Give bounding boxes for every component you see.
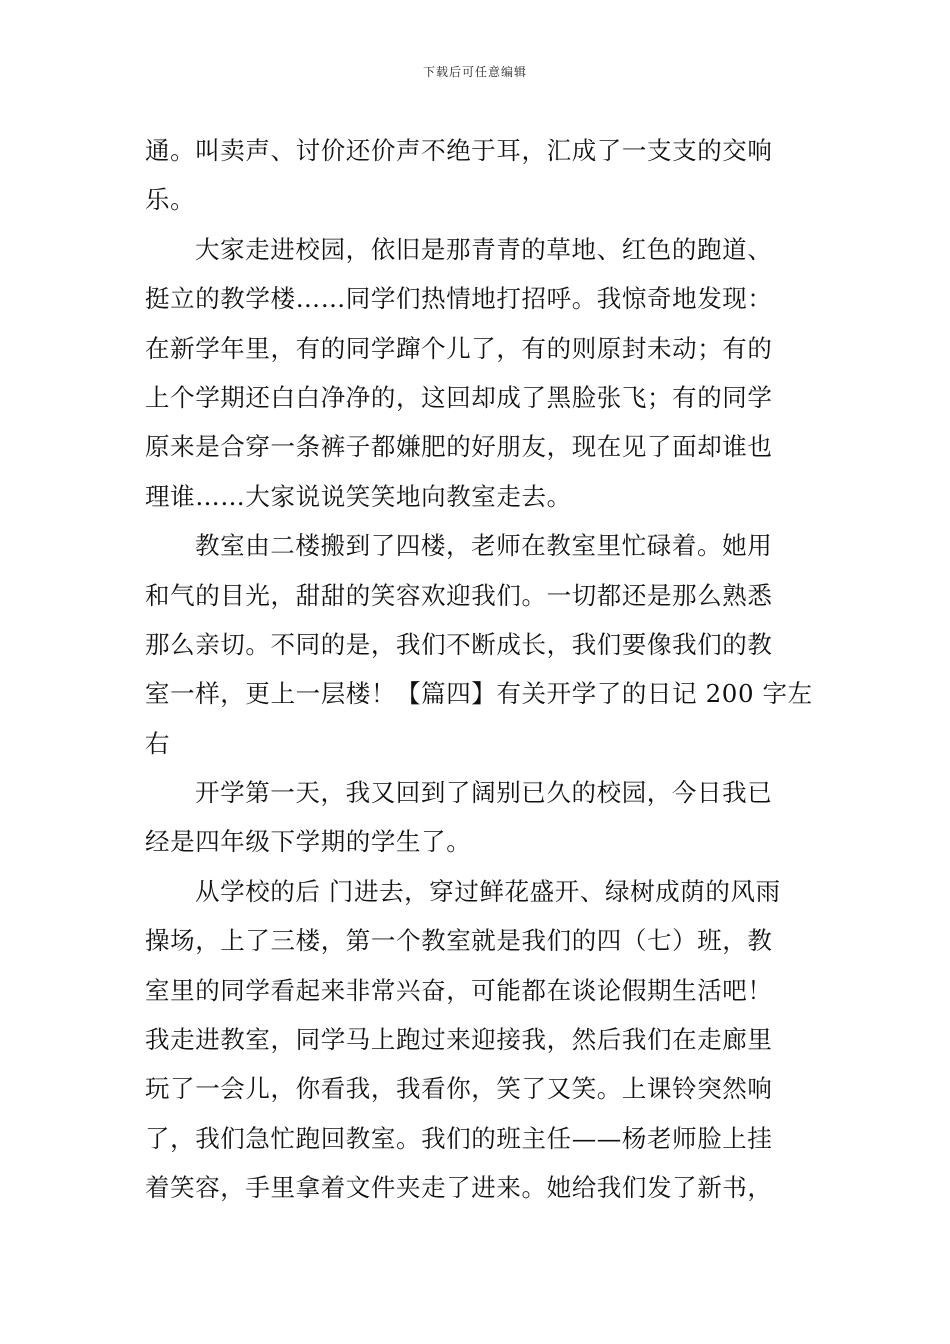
- document-body: [145, 126, 825, 1213]
- text-line: 从学校的后 门进去，穿过鲜花盛开、绿树成荫的风雨: [195, 876, 781, 906]
- text-line: 开学第一天，我又回到了阔别已久的校园，今日我已: [195, 778, 773, 808]
- text-line: 在新学年里，有的同学蹿个儿了，有的则原封未动；有的: [145, 333, 773, 363]
- text-line: 通。叫卖声、讨价还价声不绝于耳，汇成了一支支的交响: [145, 136, 773, 165]
- text-line: 那么亲切。不同的是，我们不断成长，我们要像我们的教: [145, 629, 773, 659]
- text-line: 着笑容，手里拿着文件夹走了进来。她给我们发了新书，: [145, 1173, 773, 1203]
- text-line: 原来是合穿一条裤子都嫌肥的好朋友，现在见了面却谁也: [145, 432, 773, 462]
- text-line: 上个学期还白白净净的，这回却成了黑脸张飞；有的同学: [145, 382, 773, 412]
- text-line: 大家走进校园，依旧是那青青的草地、红色的跑道、: [195, 234, 773, 264]
- text-line: 经是四年级下学期的学生了。: [145, 827, 472, 857]
- text-line: 挺立的教学楼……同学们热情地打招呼。我惊奇地发现：: [145, 284, 773, 314]
- text-line: 玩了一会儿，你看我，我看你，笑了又笑。上课铃突然响: [145, 1074, 773, 1104]
- text-line: 理谁……大家说说笑笑地向教室走去。: [145, 481, 572, 511]
- text-line: 乐。: [145, 185, 196, 215]
- text-line: 和气的目光，甜甜的笑容欢迎我们。一切都还是那么熟悉: [145, 580, 773, 610]
- text-line: 室一样，更上一层楼！【篇四】有关开学了的日记 200 字左: [145, 679, 813, 709]
- page-header: 下载后可任意编辑: [422, 65, 527, 79]
- text-line: 右: [145, 728, 171, 758]
- text-line: 室里的同学看起来非常兴奋，可能都在谈论假期生活吧！: [145, 975, 773, 1005]
- text-line: 教室由二楼搬到了四楼，老师在教室里忙碌着。她用: [195, 531, 773, 561]
- text-line: 操场，上了三楼，第一个教室就是我们的四（七）班，教: [145, 926, 773, 956]
- text-line: 我走进教室，同学马上跑过来迎接我，然后我们在走廊里: [145, 1025, 773, 1055]
- text-line: 了，我们急忙跑回教室。我们的班主任——杨老师脸上挂: [145, 1123, 773, 1153]
